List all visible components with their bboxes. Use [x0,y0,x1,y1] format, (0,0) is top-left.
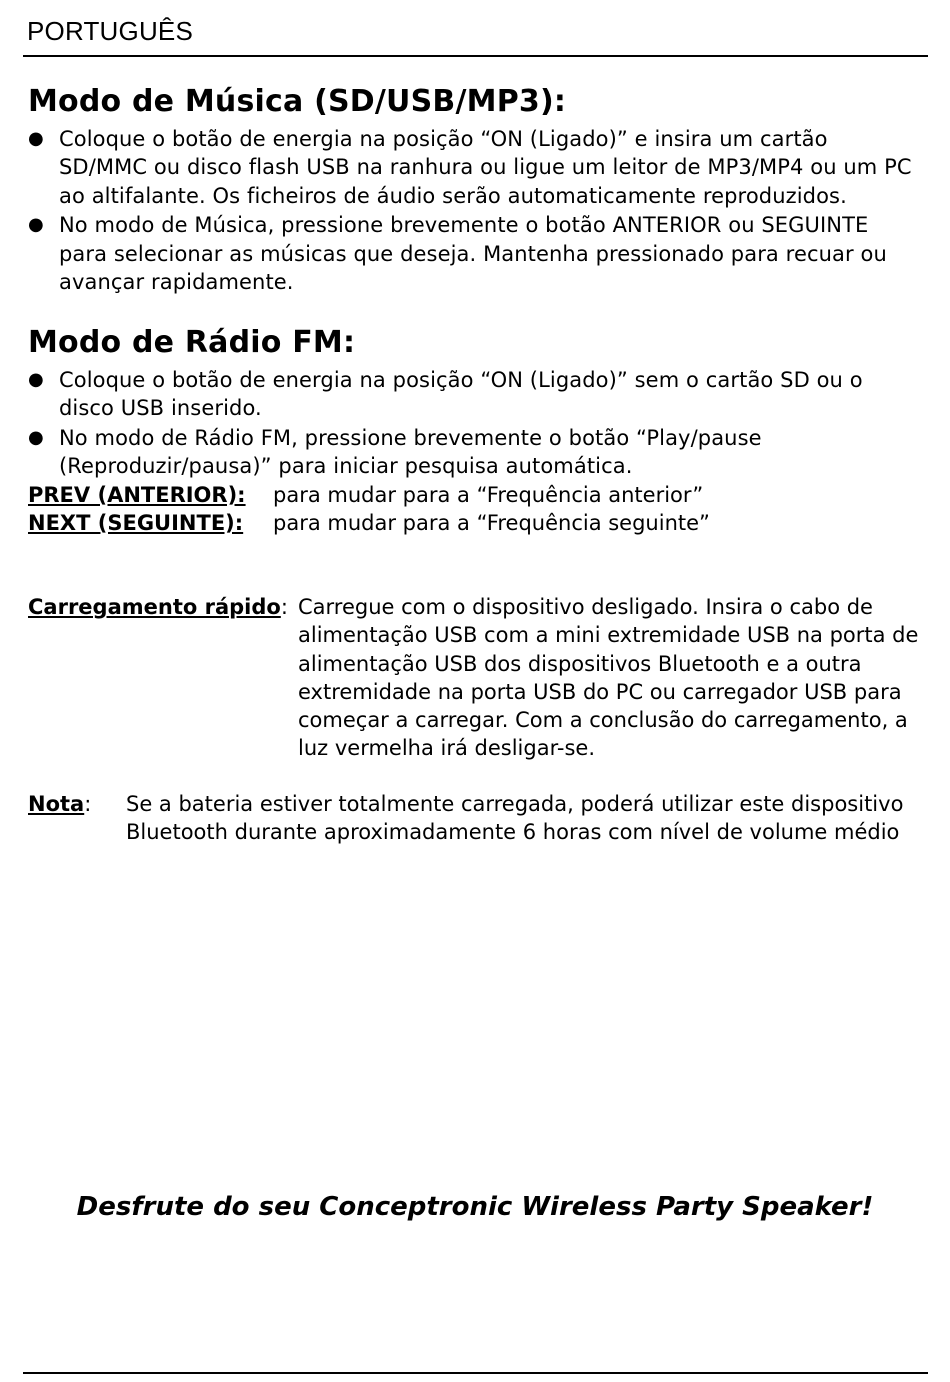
bullet-icon: ● [28,214,44,236]
footer-rule [23,1372,928,1374]
list-item-text: Coloque o botão de energia na posição “ON (Ligado)” sem o cartão SD ou o disco USB inserido. [59,368,863,421]
next-description: para mudar para a “Frequência seguinte” [273,511,710,535]
prev-description: para mudar para a “Frequência anterior” [273,483,704,507]
bullet-icon: ● [28,427,44,449]
prev-row [28,481,703,509]
quick-charge-text: Carregue com o dispositivo desligado. Insira o cabo de alimentação USB com a mini extremidade USB na porta de alimentação USB dos dispositivos Bluetooth e a outra extremidade na porta USB do PC ou carregador USB para começar a carregar. Com a conclusão do carregamento, a luz vermelha irá desligar-se. [298,595,919,761]
radio-mode-heading: Modo de Rádio FM: [28,325,356,360]
music-mode-heading: Modo de Música (SD/USB/MP3): [28,84,567,119]
list-item [28,211,918,296]
music-mode-list [28,125,918,298]
list-item [28,424,918,481]
closing-tagline: Desfrute do seu Conceptronic Wireless Party Speaker! [76,1192,874,1222]
list-item-text: No modo de Música, pressione brevemente o botão ANTERIOR ou SEGUINTE para selecionar as músicas que deseja. Mantenha pressionado para recuar ou avançar rapidamente. [59,213,887,294]
next-row [28,509,710,537]
prev-label: PREV (ANTERIOR): [28,483,246,507]
radio-mode-list [28,366,918,482]
list-item [28,125,918,210]
bullet-icon: ● [28,128,44,149]
note-label: Nota: [28,792,92,816]
header-rule [23,55,928,57]
list-item [28,366,918,423]
note-text: Se a bateria estiver totalmente carregada, poderá utilizar este dispositivo Bluetooth durante aproximadamente 6 horas com nível de volume médio [126,792,904,845]
list-item-text: No modo de Rádio FM, pressione brevemente o botão “Play/pause (Reproduzir/pausa)” para iniciar pesquisa automática. [59,426,762,479]
next-label: NEXT (SEGUINTE): [28,511,244,535]
language-header: PORTUGUÊS [27,16,194,46]
list-item-text: Coloque o botão de energia na posição “ON (Ligado)” e insira um cartão SD/MMC ou disco flash USB na ranhura ou ligue um leitor de MP3/MP4 ou um PC ao altifalante. Os ficheiros de áudio serão automaticamente reproduzidos. [59,127,912,208]
bullet-icon: ● [28,369,44,390]
quick-charge-label: Carregamento rápido: [28,595,288,619]
